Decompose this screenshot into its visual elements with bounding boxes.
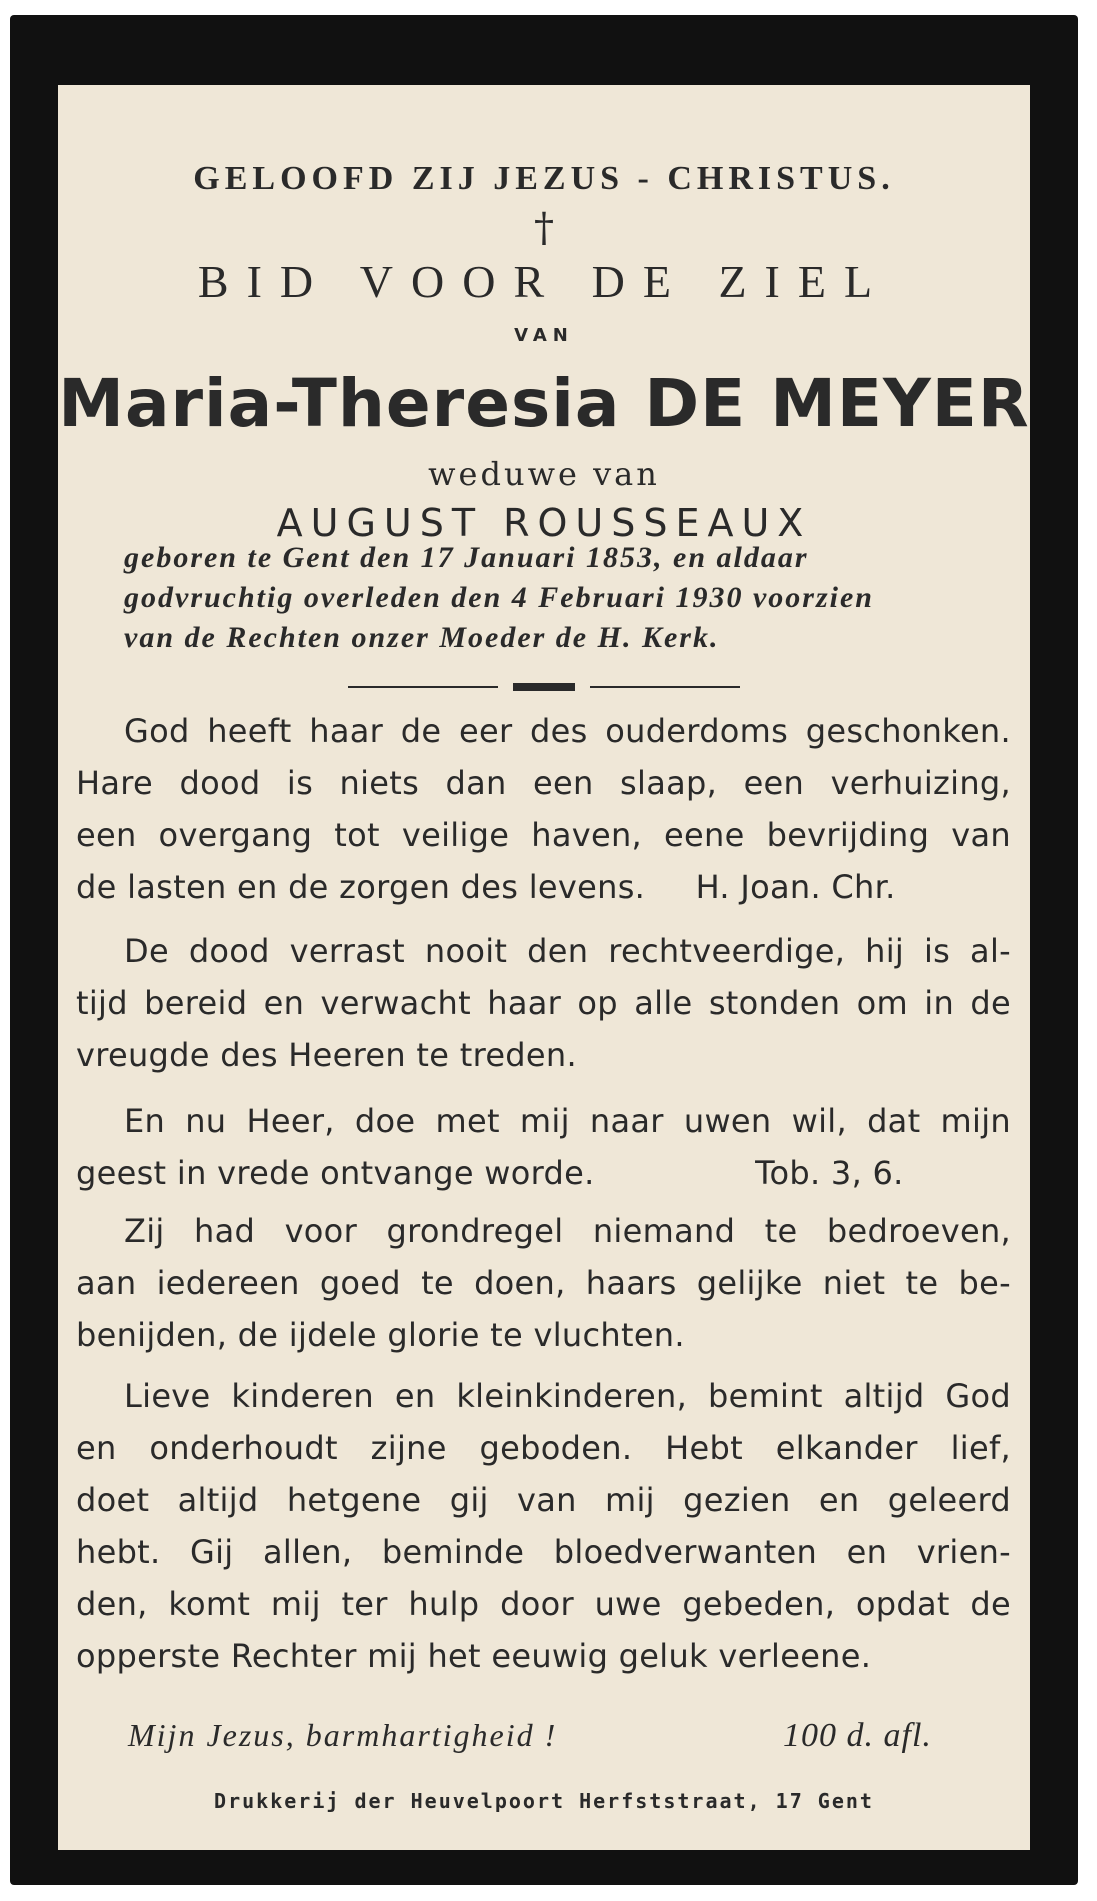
text-line: een overgang tot veilige haven, eene bevrijding van (76, 816, 1011, 854)
separator-center-bar (513, 683, 575, 691)
details-line-3: van de Rechten onzer Moeder de H. Kerk. (124, 621, 720, 654)
text-line: doet altijd hetgene gij van mij gezien en geleerd (76, 1481, 1011, 1519)
indulgence: 100 d. afl. (783, 1717, 932, 1754)
text-segment: geest in vrede ontvange worde. (76, 1154, 595, 1192)
praise-heading: GELOOFD ZIJ JEZUS - CHRISTUS. (193, 160, 895, 197)
scripture-reference: Tob. 3, 6. (755, 1154, 904, 1192)
invocation: Mijn Jezus, barmhartigheid ! (128, 1717, 558, 1753)
details-line-1: geboren te Gent den 17 Januari 1853, en aldaar (124, 541, 809, 574)
widow-of-label: weduwe van (428, 455, 660, 493)
separator (58, 683, 1030, 691)
van-label: VAN (514, 325, 574, 346)
text-line: Hare dood is niets dan een slaap, een verhuizing, (76, 764, 1011, 802)
text-line (76, 861, 1011, 913)
paragraph-5 (76, 1370, 1011, 1682)
text-line: den, komt mij ter hulp door uwe gebeden, opdat de (76, 1585, 1011, 1623)
card-paper (58, 85, 1030, 1850)
scripture-reference: H. Joan. Chr. (695, 868, 896, 906)
text-line: en onderhoudt zijne geboden. Hebt elkander lief, (76, 1429, 1011, 1467)
prayer-heading: BID VOOR DE ZIEL (197, 256, 891, 307)
memorial-card (10, 15, 1078, 1885)
paragraph-1 (76, 705, 1011, 913)
text-line: tijd bereid en verwacht haar op alle stonden om in de (76, 984, 1011, 1022)
text-line (76, 1147, 1011, 1199)
text-line: aan iedereen goed te doen, haars gelijke niet te be- (76, 1264, 1011, 1302)
text-line: De dood verrast nooit den rechtveerdige, hij is al- (124, 932, 1011, 970)
text-line: God heeft haar de eer des ouderdoms geschonken. (124, 712, 1011, 750)
text-line: vreugde des Heeren te treden. (76, 1036, 577, 1074)
deceased-name: Maria-Theresia DE MEYER (58, 365, 1030, 442)
text-line: hebt. Gij allen, beminde bloedverwanten en vrien- (76, 1533, 1011, 1571)
paragraph-2 (76, 925, 1011, 1081)
text-line: Zij had voor grondregel niemand te bedroeven, (124, 1212, 1011, 1250)
paragraph-4 (76, 1205, 1011, 1361)
husband-name: AUGUST ROUSSEAUX (276, 501, 812, 545)
cross-icon: † (534, 205, 554, 251)
separator-left-rule (348, 686, 498, 688)
details-line-2: godvruchtig overleden den 4 Februari 1930 voorzien (124, 581, 874, 614)
text-line: opperste Rechter mij het eeuwig geluk verleene. (76, 1637, 872, 1675)
printer-line: Drukkerij der Heuvelpoort Herfststraat, 17 Gent (214, 1789, 874, 1813)
separator-right-rule (590, 686, 740, 688)
text-line: Lieve kinderen en kleinkinderen, bemint altijd God (124, 1377, 1011, 1415)
paragraph-3 (76, 1095, 1011, 1199)
text-line: En nu Heer, doe met mij naar uwen wil, dat mijn (124, 1102, 1011, 1140)
text-segment: de lasten en de zorgen des levens. (76, 868, 646, 906)
text-line: benijden, de ijdele glorie te vluchten. (76, 1316, 685, 1354)
